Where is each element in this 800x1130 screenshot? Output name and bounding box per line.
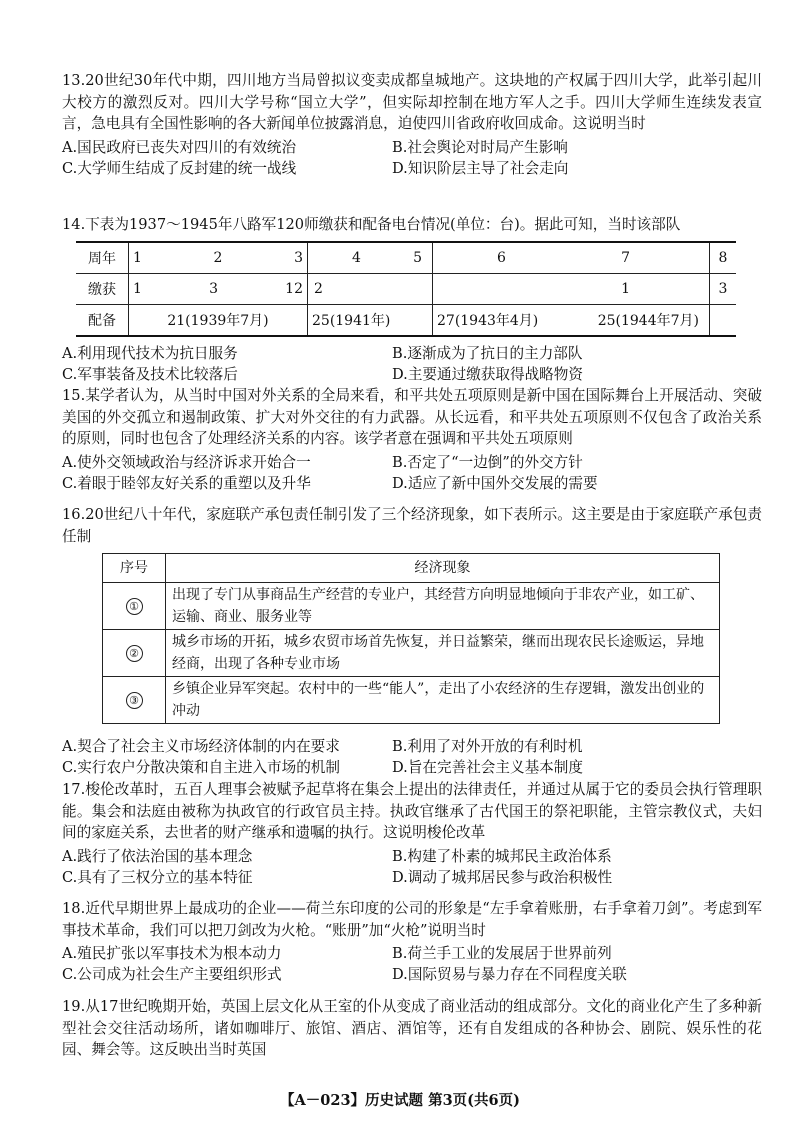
- year-5: 5: [413, 250, 422, 266]
- table-header-row: [103, 554, 720, 583]
- option-d[interactable]: D.旨在完善社会主义基本制度: [392, 759, 583, 776]
- table-cell: [129, 305, 308, 337]
- option-a[interactable]: A.殖民扩张以军事技术为根本动力: [62, 945, 282, 962]
- captured-value: 2: [314, 281, 323, 297]
- option-a[interactable]: A.契合了社会主义市场经济体制的内在要求: [62, 738, 340, 755]
- table-cell: [710, 242, 737, 274]
- question-17: [62, 779, 762, 888]
- question-14-stem: 14.下表为1937～1945年八路军120师缴获和配备电台情况(单位：台)。据此可知，当时该部队: [62, 216, 681, 233]
- equipped-value: 25(1941年): [312, 313, 391, 329]
- table-cell: [710, 305, 737, 337]
- economic-phenomena-table: [102, 553, 720, 724]
- table-row: [76, 274, 736, 305]
- header-no: 序号: [103, 554, 166, 583]
- captured-value: 1: [133, 281, 142, 297]
- option-c[interactable]: C.军事装备及技术比较落后: [62, 366, 238, 383]
- question-13: [62, 70, 762, 179]
- row-number: [103, 677, 166, 724]
- question-16-options-block: [62, 734, 762, 778]
- option-a[interactable]: A.国民政府已丧失对四川的有效统治: [62, 138, 297, 156]
- question-16-stem: 16.20世纪八十年代，家庭联产承包责任制引发了三个经济现象，如下表所示。这主要是由于家庭联产承包责任制: [62, 506, 762, 545]
- option-b[interactable]: B.构建了朴素的城邦民主政治体系: [392, 847, 612, 865]
- table-cell: [433, 305, 710, 337]
- table-cell: [433, 242, 710, 274]
- option-b[interactable]: B.否定了“一边倒”的外交方针: [392, 453, 583, 471]
- year-7: 7: [621, 250, 630, 266]
- question-14: [62, 214, 762, 236]
- row-number: [103, 630, 166, 677]
- captured-value: 3: [209, 281, 218, 297]
- year-1: 1: [133, 250, 142, 266]
- page-footer: 【A－023】历史试题 第3页(共6页): [280, 1092, 520, 1109]
- option-b[interactable]: B.逐渐成为了抗日的主力部队: [392, 345, 583, 362]
- question-18: [62, 898, 762, 985]
- question-18-options: [62, 943, 762, 985]
- question-17-options: [62, 846, 762, 888]
- table-row: [76, 242, 736, 274]
- equipped-value: 25(1944年7月): [597, 313, 699, 329]
- option-d[interactable]: D.主要通过缴获取得战略物资: [392, 366, 583, 383]
- option-d[interactable]: D.适应了新中国外交发展的需要: [392, 474, 598, 492]
- table-cell: [308, 274, 433, 305]
- option-a[interactable]: A.践行了依法治国的基本理念: [62, 847, 253, 865]
- year-8: 8: [718, 250, 728, 266]
- table-row: [103, 583, 720, 630]
- captured-value: 12: [285, 281, 303, 297]
- row-label-captured: 缴获: [76, 274, 129, 305]
- table-cell: [308, 242, 433, 274]
- row-number-badge: ②: [126, 645, 143, 662]
- option-c[interactable]: C.着眼于睦邻友好关系的重塑以及升华: [62, 474, 311, 492]
- question-19: [62, 996, 762, 1061]
- header-phenomena: 经济现象: [166, 554, 720, 583]
- question-15-options: [62, 452, 762, 494]
- question-13-stem: 13.20世纪30年代中期，四川地方当局曾拟议变卖成都皇城地产。这块地的产权属于四川大学，此举引起川大校方的激烈反对。四川大学号称“国立大学”，但实际却控制在地方军人之手。四川大学师生连续发表宣言，急电具有全国性影响的各大新闻单位披露消息，迫使四川省政府收回成命。这说明当时: [62, 72, 762, 132]
- question-14-options: [62, 343, 762, 385]
- option-b[interactable]: B.利用了对外开放的有利时机: [392, 738, 583, 755]
- option-b[interactable]: B.社会舆论对时局产生影响: [392, 138, 568, 156]
- table-row: [103, 677, 720, 724]
- option-d[interactable]: D.调动了城邦居民参与政治积极性: [392, 868, 613, 886]
- option-a[interactable]: A.利用现代技术为抗日服务: [62, 345, 238, 362]
- row-number-badge: ③: [126, 692, 143, 709]
- question-19-stem: 19.从17世纪晚期开始，英国上层文化从王室的仆从变成了商业活动的组成部分。文化的商业化产生了多种新型社会交往活动场所，诸如咖啡厅、旅馆、酒店、酒馆等，还有自发组成的各种协会、剧院、娱乐性的花园、舞会等。这反映出当时英国: [62, 998, 762, 1058]
- option-c[interactable]: C.公司成为社会生产主要组织形式: [62, 966, 282, 983]
- question-15-stem: 15.某学者认为，从当时中国对外关系的全局来看，和平共处五项原则是新中国在国际舞台上开展活动、突破美国的外交孤立和遏制政策、扩大对外交往的有力武器。从长远看，和平共处五项原则不仅包含了政治关系的原则，同时也包含了处理经济关系的内容。该学者意在强调和平共处五项原则: [62, 387, 762, 447]
- question-15: [62, 385, 762, 494]
- row-label-equipped: 配备: [76, 305, 129, 337]
- question-13-options: [62, 137, 762, 179]
- table-cell: [129, 274, 308, 305]
- table-cell: [308, 305, 433, 337]
- question-17-stem: 17.梭伦改革时，五百人理事会被赋予起草将在集会上提出的法律责任，并通过从属于它的委员会执行管理职能。集会和法庭由被称为执政官的行政官员主持。执政官继承了古代国王的祭祀职能，主管宗教仪式，夫妇间的家庭关系，去世者的财产继承和遗嘱的执行。这说明梭伦改革: [62, 781, 762, 841]
- captured-value: 1: [621, 281, 630, 297]
- option-c[interactable]: C.大学师生结成了反封建的统一战线: [62, 159, 297, 177]
- year-3: 3: [294, 250, 303, 266]
- question-16-options: [62, 736, 762, 778]
- table-row: [76, 305, 736, 337]
- question-14-options-block: [62, 341, 762, 385]
- option-b[interactable]: B.荷兰手工业的发展居于世界前列: [392, 945, 612, 962]
- equipped-value: 21(1939年7月): [167, 313, 269, 329]
- question-18-stem: 18.近代早期世界上最成功的企业——荷兰东印度的公司的形象是“左手拿着账册，右手拿着刀剑”。考虑到军事技术革命，我们可以把刀剑改为火枪。“账册”加“火枪”说明当时: [62, 900, 762, 939]
- row-text: 乡镇企业异军突起。农村中的一些“能人”，走出了小农经济的生存逻辑，激发出创业的冲动: [166, 677, 720, 724]
- table-cell: [433, 274, 710, 305]
- option-a[interactable]: A.使外交领域政治与经济诉求开始合一: [62, 453, 311, 471]
- year-4: 4: [352, 250, 361, 266]
- question-16: [62, 504, 762, 547]
- option-d[interactable]: D.知识阶层主导了社会走向: [392, 159, 569, 177]
- row-label-year: 周年: [76, 242, 129, 274]
- year-2: 2: [213, 250, 223, 266]
- table-cell: [129, 242, 308, 274]
- table-cell: [710, 274, 737, 305]
- option-c[interactable]: C.实行农户分散决策和自主进入市场的机制: [62, 759, 340, 776]
- captured-value: 3: [718, 281, 728, 297]
- option-c[interactable]: C.具有了三权分立的基本特征: [62, 868, 253, 886]
- option-d[interactable]: D.国际贸易与暴力存在不同程度关联: [392, 966, 627, 983]
- row-number: [103, 583, 166, 630]
- equipped-value: 27(1943年4月): [437, 313, 539, 329]
- row-number-badge: ①: [126, 598, 143, 615]
- row-text: 城乡市场的开拓，城乡农贸市场首先恢复，并日益繁荣，继而出现农民长途贩运，异地经商，出现了各种专业市场: [166, 630, 720, 677]
- row-text: 出现了专门从事商品生产经营的专业户，其经营方向明显地倾向于非农产业，如工矿、运输、商业、服务业等: [166, 583, 720, 630]
- radio-stats-table: [76, 241, 736, 337]
- year-6: 6: [497, 250, 506, 266]
- table-row: [103, 630, 720, 677]
